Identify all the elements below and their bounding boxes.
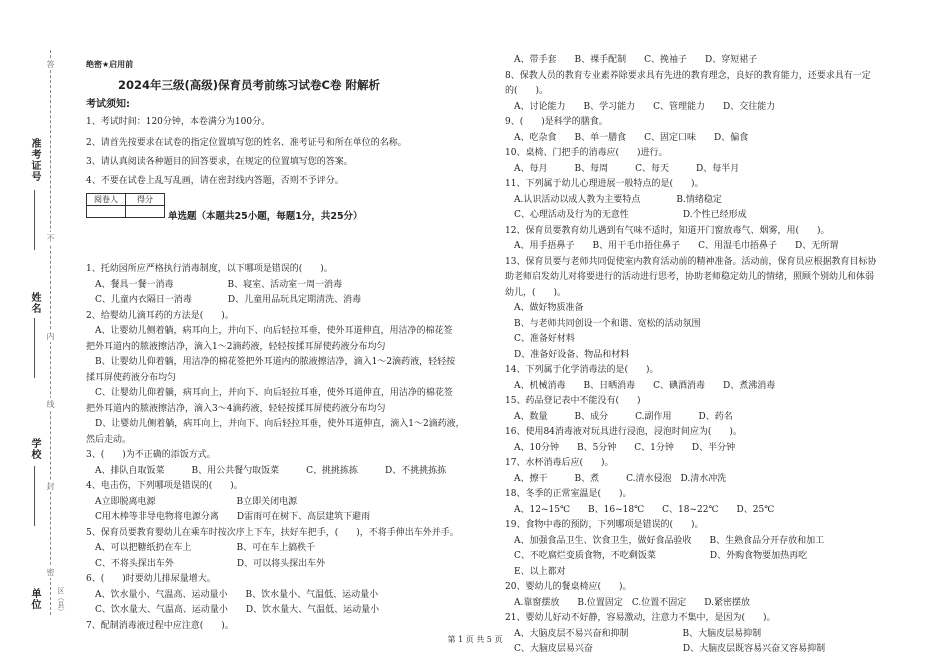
question-line: C、大脑皮层易兴奋 D、大脑皮层既容易兴奋又容易抑制	[505, 644, 826, 654]
question-line: 6、( )时要幼儿排尿量增大。	[86, 574, 216, 584]
question-line: 13、保育员要与老师共同促使室内教育活动前的精神准备。活动前，保育员应根据教育目标协	[505, 256, 877, 267]
question-line: A.靠窗摆放 B.位置固定 C.位置不固定 D.紧密摆放	[505, 597, 751, 608]
question-line: E、以上都对	[505, 566, 566, 577]
school-underline	[34, 466, 35, 526]
question-line: C、饮水量大、气温高、运动量小 D、饮水量大、气温低、运动量小	[86, 605, 380, 615]
secret-mark: 绝密★启用前	[86, 60, 134, 69]
notice-item: 3、请认真阅读各种题目的回答要求，在规定的位置填写您的答案。	[86, 157, 353, 167]
question-line: 21、婴幼儿好动不好静，容易激动，注意力不集中，是因为( )。	[505, 613, 776, 623]
question-line: B、与老师共同创设一个和谐、宽松的活动氛围	[505, 318, 701, 329]
question-line: A、餐具一餐一消毒 B、寝室、活动室一周一消毒	[86, 279, 343, 290]
question-line: C、心理活动及行为的无意性 D.个性已经形成	[505, 210, 747, 220]
question-line: 揉耳屏使药液分布均匀	[86, 372, 177, 383]
seal-word: 线	[46, 400, 55, 408]
question-line: C、不吃腐烂变质食物，不吃剩饭菜 D、外购食物要加热再吃	[505, 551, 808, 561]
question-line: C、不将头探出车外 D、可以将头探出车外	[86, 558, 326, 569]
question-line: 的( )。	[505, 86, 549, 96]
question-line: 8、保教人员的教育专业素养除要求具有先进的教育理念，良好的教育能力，还要求具有一定	[505, 70, 871, 81]
question-line: C、让婴幼儿仰着躺，病耳向上，并向下、向后轻拉耳垂，使外耳道伸直，用洁净的棉花签	[86, 388, 453, 398]
question-line: 15、药品登记表中不能没有( )	[505, 396, 641, 406]
district-label: 区（县）	[57, 587, 65, 615]
name-underline	[34, 318, 35, 378]
question-line: 5、保育员要教育婴幼儿在乘车时按次序上下车，扶好车把手，( )，不将手伸出车外并手。	[86, 527, 459, 538]
seal-word: 内	[46, 332, 55, 340]
unit-label: 单位	[29, 588, 40, 610]
question-line: 20、婴幼儿的餐桌椅应( )。	[505, 582, 632, 592]
question-line: A、排队自取饭菜 B、用公共餐勺取饭菜 C、挑挑拣拣 D、不挑挑拣拣	[86, 465, 447, 476]
name-label: 姓名	[29, 292, 40, 314]
question-line: A、带手套 B、裸手配制 C、挽袖子 D、穿短裙子	[505, 55, 758, 65]
question-line: 19、食物中毒的预防，下列哪项是错误的( )。	[505, 520, 704, 530]
seal-word: 不	[46, 234, 55, 242]
question-line: 1、托幼园所应严格执行消毒制度，以下哪项是错误的( )。	[86, 264, 333, 274]
reviewer-header: 阅卷人	[87, 194, 126, 206]
notice-item: 4、不要在试卷上乱写乱画，请在密封线内答题，否则不予评分。	[86, 176, 344, 186]
notice-item: 2、请首先按要求在试卷的指定位置填写您的姓名、准考证号和所在单位的名称。	[86, 138, 407, 148]
page-footer: 第 1 页 共 5 页	[447, 635, 503, 644]
score-table	[86, 193, 165, 218]
question-line: A、数量 B、成分 C.副作用 D、药名	[505, 411, 733, 422]
question-line: A、讨论能力 B、学习能力 C、管理能力 D、交往能力	[505, 101, 776, 112]
question-line: 16、使用84消毒液对玩具进行浸泡，浸泡时间应为( )。	[505, 427, 742, 437]
question-line: 18、冬季的正常室温是( )。	[505, 489, 632, 499]
question-line: 17、水杯消毒后应( )。	[505, 458, 614, 468]
question-line: C用木棒等非导电物将电源分离 D雷雨可在树下、高层建筑下避雨	[86, 512, 371, 522]
reviewer-cell[interactable]	[87, 206, 126, 218]
question-line: A、加强食品卫生、饮食卫生，做好食品验收 B、生熟食品分开存放和加工	[505, 535, 825, 546]
question-line: A、做好物质准备	[505, 303, 584, 313]
admission-number-label: 准考证号	[29, 138, 40, 182]
question-line: B、让婴幼儿仰着躺，用洁净的棉花签把外耳道内的脓液擦洁净，滴入1～2滴药液，轻轻按	[86, 357, 456, 367]
question-line: 幼儿，( )。	[505, 287, 567, 298]
question-line: C、准备好材料	[505, 334, 575, 344]
question-line: C、儿童内衣隔日一消毒 D、儿童用品玩具定期清洗、消毒	[86, 295, 362, 305]
notice-heading: 考试须知:	[86, 99, 130, 110]
question-line: A、机械消毒 B、日晒消毒 C、碘酒消毒 D、煮沸消毒	[505, 380, 776, 391]
binding-gutter	[0, 0, 72, 671]
question-line: A、每月 B、每周 C、每天 D、每半月	[505, 163, 740, 174]
question-line: 助老师启发幼儿对将要进行的活动进行思考，协助老师稳定幼儿的情绪，照顾个别幼儿和体弱	[505, 272, 875, 282]
notice-item: 1、考试时间：120分钟，本卷满分为100分。	[86, 117, 271, 127]
question-line: A、12~15℃ B、16~18℃ C、18~22℃ D、25℃	[505, 504, 775, 515]
question-line: A、吃杂食 B、单一膳食 C、固定口味 D、偏食	[505, 132, 749, 143]
question-line: A、饮水量小、气温高、运动量小 B、饮水量小、气温低、运动量小	[86, 589, 379, 600]
seal-word: 答	[46, 60, 55, 68]
question-line: A、大脑皮层不易兴奋和抑制 B、大脑皮层易抑制	[505, 628, 762, 639]
section-title: 单选题（本题共25小题，每题1分，共25分）	[168, 211, 363, 222]
question-line: A、10分钟 B、5分钟 C、1分钟 D、半分钟	[505, 442, 736, 453]
question-line: 10、桌椅、门把手的消毒应( )进行。	[505, 148, 668, 158]
question-line: 2、给婴幼儿滴耳药的方法是( )。	[86, 310, 234, 321]
question-line: A、让婴幼儿侧着躺，病耳向上，并向下、向后轻拉耳垂，使外耳道伸直，用洁净的棉花签	[86, 326, 453, 336]
question-line: D、准备好设备、物品和材料	[505, 349, 630, 360]
question-line: A、用手捂鼻子 B、用干毛巾捂住鼻子 C、用湿毛巾捂鼻子 D、无所谓	[505, 241, 839, 251]
question-line: 12、保育员要教育幼儿遇到有气味不适时，知道开门窗放毒气、烟雾，用( )。	[505, 225, 830, 236]
question-line: D、让婴幼儿侧着躺，病耳向上，并向下、向后轻拉耳垂，使外耳道伸直，滴入1～2滴药液，	[86, 419, 465, 429]
seal-word: 封	[46, 482, 55, 490]
question-line: A.认识活动以成人教为主要特点 B.情绪稳定	[505, 194, 722, 205]
page-title: 2024年三级(高级)保育员考前练习试卷C卷 附解析	[118, 78, 380, 92]
school-label: 学校	[29, 438, 40, 460]
seal-word: 密	[46, 568, 55, 576]
question-line: 4、电击伤，下列哪项是错误的( )。	[86, 481, 243, 491]
question-line: 14、下列属于化学消毒法的是( )。	[505, 365, 659, 375]
question-line: 把外耳道内的脓液擦洁净，滴入1～2滴药液，轻轻按揉耳屏使药液分布均匀	[86, 341, 386, 352]
score-cell[interactable]	[126, 206, 165, 218]
question-line: 11、下列属于幼儿心理进展一般特点的是( )。	[505, 179, 704, 189]
question-line: 然后走动。	[86, 434, 132, 445]
question-line: 3、( )为不正确的添饭方式。	[86, 450, 216, 460]
question-line: 把外耳道内的脓液擦洁净，滴入3～4滴药液，轻轻按揉耳屏使药液分布均匀	[86, 403, 386, 414]
question-line: A、可以把糖纸扔在车上 B、可在车上搞秩千	[86, 543, 316, 553]
question-line: 9、( )是科学的膳食。	[505, 117, 608, 127]
admission-number-underline	[34, 190, 35, 250]
question-line: 7、配制消毒液过程中应注意( )。	[86, 620, 234, 631]
score-header: 得分	[126, 194, 165, 206]
question-line: A、擦干 B、煮 C.清水侵泡 D.清水冲洗	[505, 473, 727, 484]
question-line: A立即脱离电源 B立即关闭电源	[86, 496, 298, 507]
